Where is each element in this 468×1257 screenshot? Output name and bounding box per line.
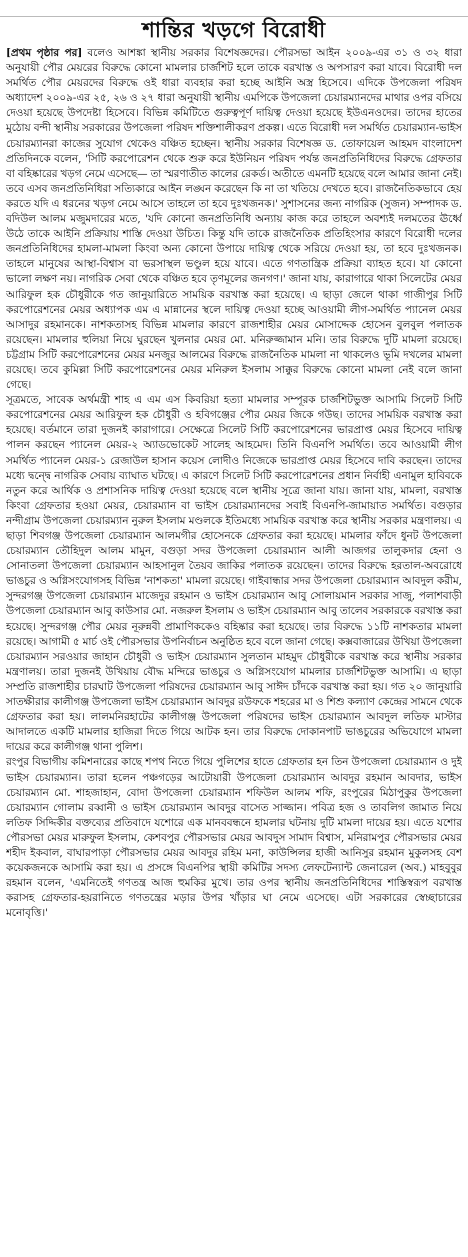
article-paragraph-2: [6, 393, 462, 755]
paragraph-text: রংপুর বিভাগীয় কমিশনারের কাছে শপথ নিতে গিয়ে পুলিশের হাতে গ্রেফতার হন তিন উপজেলা চেয়ারম্যান ও দুই ভাইস চেয়ারম্যান। তারা হলেন পঞ্চগড়ের আটোয়ারী উপজেলা চেয়ারম্যান আবদুর রহমান আবদার, ভাইস চেয়ারম্যান মো. শাহজাহান, বোদা উপজেলা চেয়ারম্যান শফিউল আলম শফি, রংপুরের মিঠাপুকুর উপজেলা চেয়ারম্যান গোলাম রব্বানী ও ভাইস চেয়ারম্যান আবদুর বাসেত সাজ্জান। পবিত্র হজ ও তাবলিগ জামাত নিয়ে লতিফ সিদ্দিকীর বক্তব্যের প্রতিবাদে যশোরে এক মানববন্ধনে হামলার ঘটনায় দুটি মামলা দায়ের হয়। এতে যশোর পৌরসভা মেয়র মারুফুল ইসলাম, কেশবপুর পৌরসভার মেয়র আবদুস সামাদ বিশ্বাস, মনিরামপুর পৌরসভার মেয়র শহীদ ইকবাল, বাঘারপাড়া পৌরসভার মেয়র আবদুর রহিম মনা, কাউন্সিলর হাজী আনিসুর রহমান মুকুলসহ বেশ কয়েকজনকে আসামি করা হয়। এ প্রসঙ্গে বিএনপির স্থায়ী কমিটির সদস্য লেফটেন্যান্ট জেনারেল (অব.) মাহবুবুর রহমান বলেন, 'এমনিতেই গণতন্ত্র আজ হুমকির মুখে। তার ওপর স্থানীয় জনপ্রতিনিধিদের শাস্তিস্বরূপ বরখাস্ত করাসহ গ্রেফতার-হয়রানিতে গণতন্ত্রের মড়ার উপর খাঁড়ার ঘা নেমে এসেছে। এটা সরকারের স্বেচ্ছাচারের মনোবৃত্তি।': [6, 756, 462, 920]
article-paragraph-3: [6, 755, 462, 921]
top-cropped-strip: [0, 0, 468, 17]
article-headline: শান্তির খড়গে বিরোধী: [142, 17, 326, 42]
article-paragraph-1: [6, 46, 462, 393]
paragraph-text: সূত্রমতে, সাবেক অর্থমন্ত্রী শাহ এ এম এস কিবরিয়া হত্যা মামলার সম্পূরক চার্জশিটভুক্ত আসামি সিলেট সিটি করপোরেশনের মেয়র আরিফুল হক চৌধুরী ও হবিগঞ্জের পৌর মেয়র জিকে গউছ। তাদের সাময়িক বরখাস্ত করা হয়েছে। বর্তমানে তারা দুজনই কারাগারে। সেক্ষেত্রে সিলেট সিটি করপোরেশনের ভারপ্রাপ্ত মেয়র হিসেবে দায়িত্ব পালন করছেন প্যানেল মেয়র-২ অ্যাডভোকেট সালেহ আহমেদ। তিনি বিএনপি সমর্থিত। তবে আওয়ামী লীগ সমর্থিত প্যানেল মেয়র-১ রেজাউল হাসান কয়েস লোদীও নিজেকে ভারপ্রাপ্ত মেয়র হিসেবে দাবি করছেন। তাদের মধ্যে দ্বন্দ্বে নাগরিক সেবায় ব্যাঘাত ঘটছে। এ কারণে সিলেট সিটি করপোরেশনের প্রধান নির্বাহী এনামুল হাবিবকে নতুন করে আর্থিক ও প্রশাসনিক দায়িত্ব দেওয়া হয়েছে বলে স্থানীয় সূত্রে জানা যায়। জানা যায়, মামলা, বরখাস্ত কিংবা গ্রেফতার হওয়া মেয়র, চেয়ারম্যান বা ভাইস চেয়ারম্যানদের সবাই বিএনপি-জামায়াত সমর্থিত। বগুড়ার নন্দীগ্রাম উপজেলা চেয়ারম্যান নুরুল ইসলাম মণ্ডলকে ইতিমধ্যে সাময়িক বরখাস্ত করে স্থানীয় সরকার মন্ত্রণালয়। এ ছাড়া শিবগঞ্জ উপজেলা চেয়ারম্যান আলমগীর হোসেনকে গ্রেফতার করা হয়েছে। মামলার ফাঁদে ধুনট উপজেলা চেয়ারম্যান তৌহিদুল আলম মামুন, বগুড়া সদর উপজেলা চেয়ারম্যান আলী আজগর তালুকদার হেনা ও সোনাতলা উপজেলা চেয়ারম্যান আহসানুল তৈয়ব জাকির পলাতক রয়েছেন। তাদের বিরুদ্ধে হরতাল-অবরোধে ভাঙচুর ও অগ্নিসংযোগসহ বিভিন্ন 'নাশকতা' মামলা রয়েছে। গাইবান্ধার সদর উপজেলা চেয়ারম্যান আবদুল করীম, সুন্দরগঞ্জ উপজেলা চেয়ারম্যান মাজেদুর রহমান ও ভাইস চেয়ারম্যান আবু সোলায়মান সরকার সাজু, পলাশবাড়ী উপজেলা চেয়ারম্যান আবু কাউসার মো. নজরুল ইসলাম ও ভাইস চেয়ারম্যান আবু তালেব সরকারকে বরখাস্ত করা হয়েছে। সুন্দরগঞ্জ পৌর মেয়র নূরুন্নবী প্রামাণিককেও বহিষ্কার করা হয়েছে। তার বিরুদ্ধে ১১টি নাশকতার মামলা রয়েছে। আগামী ৫ মার্চ ওই পৌরসভার উপনির্বাচন অনুষ্ঠিত হবে বলে জানা গেছে। কক্সবাজারের উখিয়া উপজেলা চেয়ারম্যান সরওয়ার জাহান চৌধুরী ও ভাইস চেয়ারম্যান সুলতান মাহমুদ চৌধুরীকে বরখাস্ত করে স্থানীয় সরকার মন্ত্রণালয়। তারা দুজনই উখিয়ায় বৌদ্ধ মন্দিরে ভাঙচুর ও অগ্নিসংযোগ মামলার চার্জশিটভুক্ত আসামি। এ ছাড়া সম্প্রতি রাজশাহীর চারঘাট উপজেলা পরিষদের চেয়ারম্যান আবু সাঈদ চাঁদকে বরখাস্ত করা হয়। গত ২০ জানুয়ারি সাতক্ষীরার কালীগঞ্জ উপজেলা ভাইস চেয়ারম্যান আবদুর রউফকে শহরের মা ও শিশু কল্যাণ কেন্দ্রের সামনে থেকে গ্রেফতার করা হয়। লালমনিরহাটের কালীগঞ্জ উপজেলা পরিষদের ভাইস চেয়ারম্যান আবদুল লতিফ মাস্টার আদালতে একটি মামলার হাজিরা দিতে গিয়ে আটক হন। তার বিরুদ্ধে দোকানপাট ভাঙচুরের অভিযোগে মামলা দায়ের করে কালীগঞ্জ থানা পুলিশ।: [6, 394, 462, 754]
paragraph-text: বলেও আশঙ্কা স্থানীয় সরকার বিশেষজ্ঞদের। পৌরসভা আইন ২০০৯-এর ৩১ ও ৩২ ধারা অনুযায়ী পৌর মেয়রের বিরুদ্ধে কোনো মামলার চার্জশিট হলে তাকে বরখাস্ত ও অপসারণ করা যাবে। বিরোধী দল সমর্থিত পৌর মেয়রদের বিরুদ্ধে ওই ধারা ব্যবহার করা হচ্ছে আইনি অস্ত্র হিসেবে। এদিকে উপজেলা পরিষদ অধ্যাদেশ ২০০৯-এর ২৫, ২৬ ও ২৭ ধারা অনুযায়ী স্থানীয় এমপিকে উপজেলা চেয়ারম্যানদের মাথার ওপর বসিয়ে দেওয়া হয়েছে উপদেষ্টা হিসেবে। বিভিন্ন কমিটিতে গুরুত্বপূর্ণ দায়িত্ব দেওয়া হয়েছে ইউএনওদের। তাদের হাতের মুঠোয় বন্দী স্থানীয় সরকারের উপজেলা পরিষদ শক্তিশালীকরণ প্রকল্প। এতে বিরোধী দল সমর্থিত চেয়ারম্যান-ভাইস চেয়ারম্যানরা কাজের সুযোগ থেকেও বঞ্চিত হচ্ছেন। স্থানীয় সরকার বিশেষজ্ঞ ড. তোফায়েল আহমদ বাংলাদেশ প্রতিদিনকে বলেন, 'সিটি করপোরেশন থেকে শুরু করে ইউনিয়ন পরিষদ পর্যন্ত জনপ্রতিনিধিদের বিরুদ্ধে গ্রেফতার বা বহিষ্কারের খড়গ নেমে এসেছে— তা স্মরণাতীত কালের রেকর্ড। অতীতে এমনটি হয়েছে বলে আমার জানা নেই। তবে এসব জনপ্রতিনিধিরা সত্যিকারে আইন লঙ্ঘন করেছেন কি না তা খতিয়ে দেখতে হবে। রাজনৈতিকভাবে হেয় করতে যদি এ ধরনের খড়গ নেমে আসে তাহলে তা হবে দুঃখজনক।' সুশাসনের জন্য নাগরিক (সুজন) সম্পাদক ড. বদিউল আলম মজুমদারের মতে, 'যদি কোনো জনপ্রতিনিধি অন্যায় কাজ করে তাহলে অবশ্যই দলমতের ঊর্ধ্বে উঠে তাকে আইনি প্রক্রিয়ায় শাস্তি দেওয়া উচিত। কিন্তু যদি তাকে রাজনৈতিক প্রতিহিংসার কারণে বিরোধী দলের জনপ্রতিনিধিদের হামলা-মামলা কিংবা অন্য কোনো উপায়ে দায়িত্ব থেকে সরিয়ে দেওয়া হয়, তা হবে দুঃখজনক। তাহলে মানুষের আস্থা-বিশ্বাস বা ভরসাস্থল ভণ্ডুল হয়ে যাবে। এতে গণতান্ত্রিক প্রক্রিয়া ব্যাহত হবে। যা কোনো ভালো লক্ষণ নয়। নাগরিক সেবা থেকে বঞ্চিত হবে তৃণমূলের জনগণ।' জানা যায়, কারাগারে থাকা সিলেটের মেয়র আরিফুল হক চৌধুরীকে গত জানুয়ারিতে সাময়িক বরখাস্ত করা হয়েছে। এ ছাড়া জেলে থাকা গাজীপুর সিটি করপোরেশনের মেয়র অধ্যাপক এম এ মান্নানের স্থলে দায়িত্ব দেওয়া হচ্ছে আওয়ামী লীগ-সমর্থিত প্যানেল মেয়র আসাদুর রহমানকে। নাশকতাসহ বিভিন্ন মামলার কারণে রাজশাহীর মেয়র মোসাদ্দেক হোসেন বুলবুল পলাতক রয়েছেন। মামলার হুলিয়া নিয়ে ঘুরছেন খুলনার মেয়র মো. মনিরুজ্জামান মনি। তার বিরুদ্ধে দুটি মামলা রয়েছে। চট্টগ্রাম সিটি করপোরেশনের মেয়র মনজুর আলমের বিরুদ্ধে রাজনৈতিক মামলা না থাকলেও ভূমি দখলের মামলা রয়েছে। তবে কুমিল্লা সিটি করপোরেশনের মেয়র মনিরুল ইসলাম সাক্কুর বিরুদ্ধে কোনো মামলা নেই বলে জানা গেছে।: [6, 47, 462, 392]
article-body: [6, 46, 462, 1254]
continuation-tag: [প্রথম পৃষ্ঠার পর]: [6, 47, 83, 59]
